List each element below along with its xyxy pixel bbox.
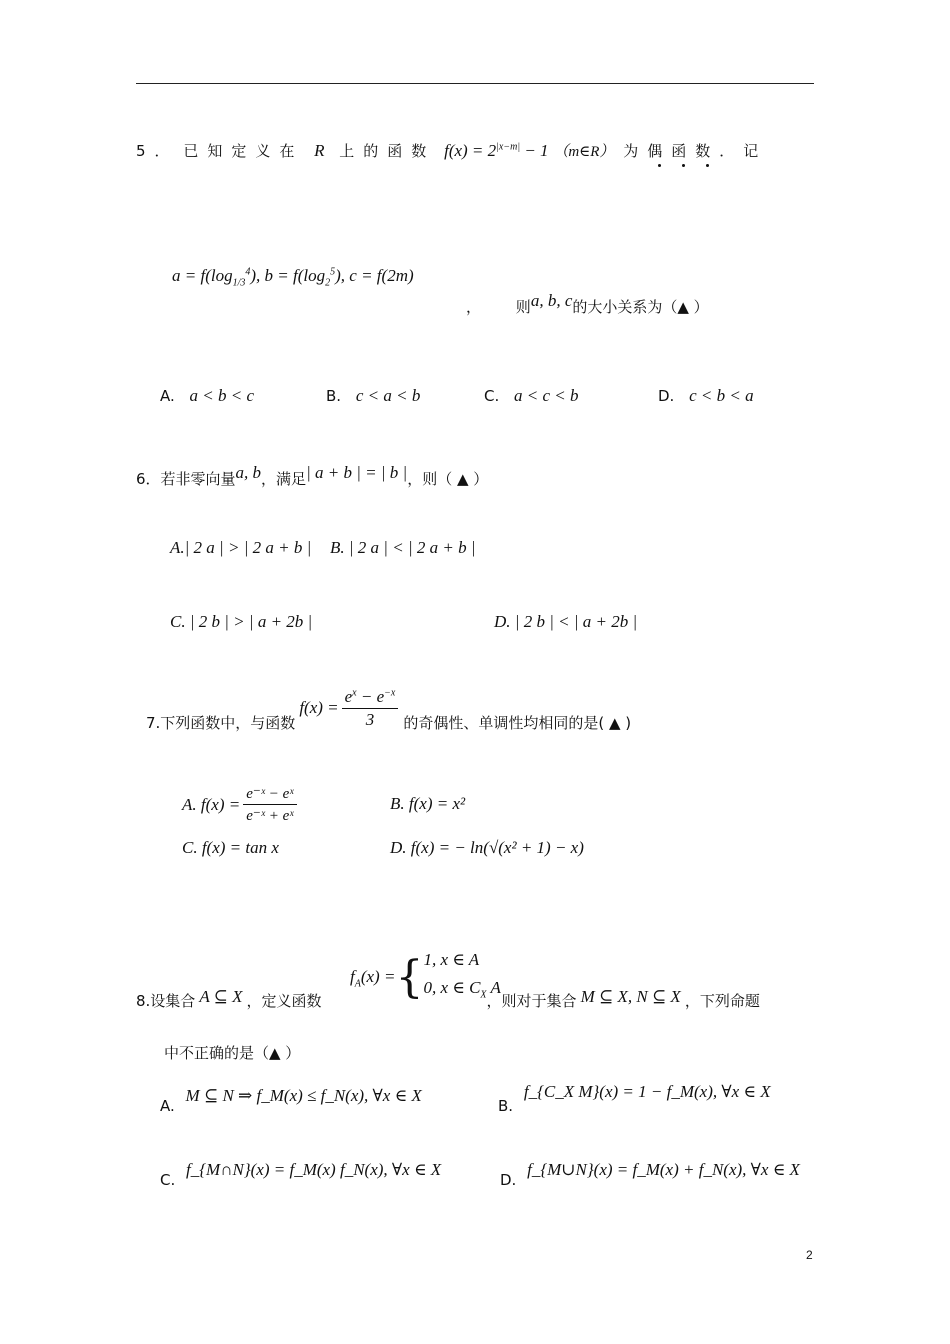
q7-option-c: C. f(x) = tan x (182, 838, 279, 857)
q7-option-d: D. f(x) = − ln(√(x² + 1) − x) (390, 838, 584, 857)
q8-option-b: B. f_{C_X M}(x) = 1 − f_M(x), ∀x ∈ X (498, 1082, 771, 1115)
left-brace-icon: { (395, 951, 424, 1003)
header-rule (136, 83, 814, 84)
q8-option-c: C. f_{M∩N}(x) = f_M(x) f_N(x), ∀x ∈ X (160, 1160, 442, 1189)
q5-ask: ， 则a, b, c的大小关系为（▲ ） (466, 291, 709, 316)
q5-option-a: A. a < b < c (160, 386, 255, 405)
emphasis-even-3: 数 (695, 142, 720, 160)
emphasis-even-1: 偶 (647, 142, 672, 160)
q8-option-d: D. f_{M∪N}(x) = f_M(x) + f_N(x), ∀x ∈ X (500, 1160, 800, 1189)
q7-option-b: B. f(x) = x² (390, 794, 466, 813)
q5-abc-definition: $a = f(\log_{1/3}^4)$, $b = f(\log_2^5)$, c = f(2m) (172, 266, 414, 289)
q7-fraction: $\frac{e^x - e^{-x}}{3}$ (342, 687, 399, 730)
q7-option-a: A. f(x) = $\frac{\text{e⁻ˣ − eˣ}}{\text{e⁻ˣ + eˣ}}$ (182, 784, 300, 825)
q5-option-b: B. c < a < b (326, 386, 421, 405)
q6-option-a: A.| 2 a | > | 2 a + b | (170, 538, 312, 557)
page-number: 2 (806, 1248, 813, 1262)
q8-stem-cont: 中不正确的是（▲ ） (164, 1044, 301, 1062)
q6-option-c: C. | 2 b | > | a + 2b | (170, 612, 313, 631)
q7-stem: 7.下列函数中，与函数 f(x) = $\frac{e^x - e^{-x}}{3}$ 的奇偶性、单调性均相同的是( ▲ ) (146, 686, 632, 732)
q6-stem: 6．若非零向量a, b，满足| a + b | = | b |，则（ ▲ ） (136, 463, 489, 488)
q8-stem: 8.设集合 A ⊆ X ，定义函数 ，则对于集合 M ⊆ X, N ⊆ X ，下列命题 (136, 987, 760, 1010)
emphasis-even-2: 函 (671, 142, 696, 160)
q6-option-b: B. | 2 a | < | 2 a + b | (330, 538, 476, 557)
q5-option-d: D. c < b < a (658, 386, 754, 405)
q8-option-a: A. M ⊆ N ⇒ f_M(x) ≤ f_N(x), ∀x ∈ X (160, 1086, 422, 1115)
q5-option-c: C. a < c < b (484, 386, 579, 405)
q6-option-d: D. | 2 b | < | a + 2b | (494, 612, 638, 631)
q5-stem: 5． 已知定义在 R 上的函数 $f(x) = 2^{|x-m|} - 1$ （m∈R） 为偶函数．记 (136, 141, 768, 160)
q8-piecewise-function: $f_A(x)$ = { 1, x ∈ A 0, x ∈ $C_X$ A (350, 950, 501, 1003)
